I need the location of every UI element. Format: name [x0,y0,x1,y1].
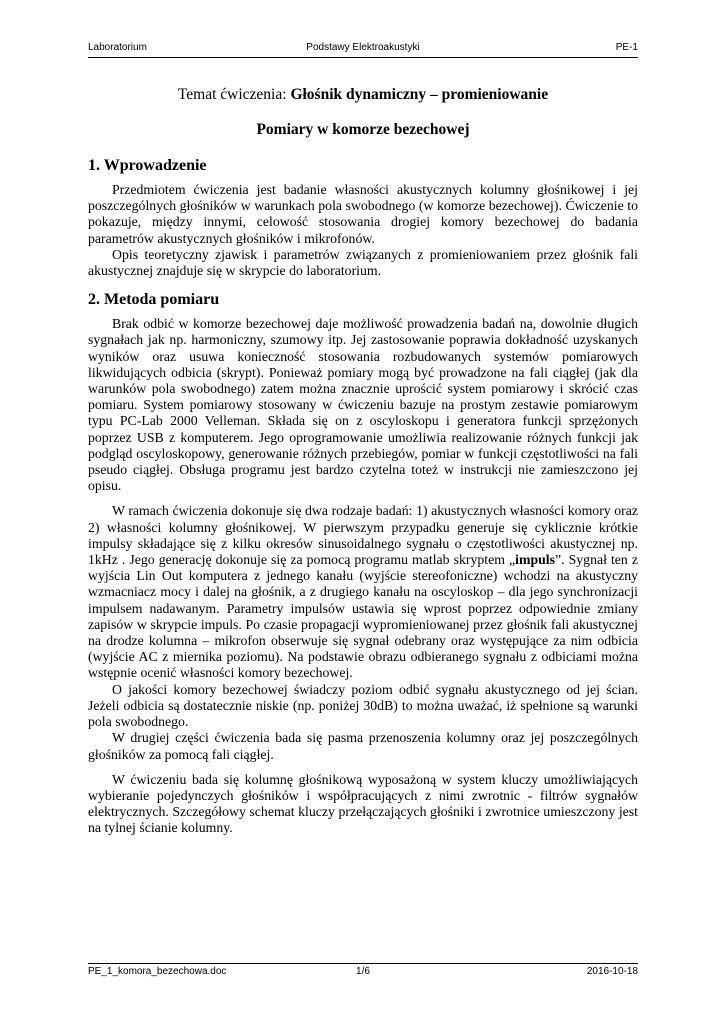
header-divider [88,57,638,58]
section2-heading: 2. Metoda pomiaru [88,291,220,309]
section1-heading: 1. Wprowadzenie [88,157,207,174]
header-left: Laboratorium [88,42,147,53]
footer-divider [88,963,638,964]
page-footer [88,966,638,982]
exercise-subtitle: Pomiary w komorze bezechowej [256,121,470,138]
title-prefix: Temat ćwiczenia: [177,86,291,103]
section2-paragraph [88,503,638,681]
section2-paragraph: W ćwiczeniu bada się kolumnę głośnikową wyposażoną w system kluczy umożliwiających wybieranie pojedynczych głośników i współpracujących z nimi zwrotnic - filtrów sygnałów elektrycznych. Szczegółowy schemat kluczy przełączających głośniki i zwrotnice umieszczony jest na tylnej ścianie kolumny. [88,771,638,836]
section2-paragraph: O jakości komory bezechowej świadczy poziom odbić sygnału akustycznego od jej ścian. Jeżeli odbicia są dostatecznie niskie (np. poniżej 30dB) to można uważać, iż spełnione są warunki pola swobodnego. [88,681,638,730]
page-header [88,40,638,56]
footer-filename: PE_1_komora_bezechowa.doc [88,966,227,977]
section1-paragraph: Opis teoretyczny zjawisk i parametrów związanych z promieniowaniem przez głośnik fali akustycznej znajduje się w skrypcie do laboratorium. [88,246,638,279]
footer-date: 2016-10-18 [586,966,638,977]
section2-paragraph: W drugiej części ćwiczenia bada się pasma przenoszenia kolumny oraz jej poszczególnych głośników za pomocą fali ciągłej. [88,730,638,762]
footer-page-number: 1/6 [356,966,370,977]
paragraph-text: ”. Sygnał ten z wyjścia Lin Out komputera z jednego kanału (wyjście stereofoniczne) wchodzi na akustyczny wzmacniacz mocy i dalej na głośnik, a z drugiego kanału na oscyloskop – dla jego synchronizacji impulsem nadawanym. Parametry impulsów ustawia się wprost poprzez odpowiednie zmiany zapisów w skrypcie impuls. Po czasie propagacji wypromieniowanej przez głośnik fali akustycznej na drodze kolumna – mikrofon obserwuje się sygnał odebrany oraz występujące za nim odbicia (wyjście AC z miernika poziomu). Na podstawie obrazu odbieranego sygnału z odbiciami można wstępnie ocenić własności komory bezechowej. [88,552,638,681]
header-center: Podstawy Elektroakustyki [306,42,420,53]
section2-paragraph: Brak odbić w komorze bezechowej daje możliwość prowadzenia badań na, dowolnie długich sygnałach jak np. harmoniczny, szumowy itp. Jej zastosowanie poprawia dokładność uzyskanych wyników oraz usuwa konieczność stosowania rozbudowanych systemów pomiarowych likwidujących odbicia (skrypt). Ponieważ pomiary mogą być prowadzone na fali ciągłej (jak dla warunków pola swobodnego) zatem można znacznie uprościć system pomiarowy i skrócić czas pomiaru. System pomiarowy stosowany w ćwiczeniu bazuje na prostym zestawie pomiarowym typu PC-Lab 2000 Velleman. Składa się on z oscyloskopu i generatora funkcji sprzężonych poprzez USB z komputerem. Jego oprogramowanie umożliwia realizowanie różnych funkcji jak podgląd oscyloskopowy, generowanie różnych przebiegów, pomiar w funkcji częstotliwości na fali pseudo ciągłej. Obsługa programu jest bardzo czytelna toteż w instrukcji nie zamieszczono jej opisu. [88,316,638,494]
section1-paragraph: Przedmiotem ćwiczenia jest badanie własności akustycznych kolumny głośnikowej i jej poszczególnych głośników w warunkach pola swobodnego (w komorze bezechowej). Ćwiczenie to pokazuje, między innymi, celowość stosowania drogiej komory bezechowej do badania parametrów akustycznych głośników i mikrofonów. [88,182,638,246]
exercise-title [88,86,638,104]
script-name: impuls [515,552,555,568]
document-body [88,86,638,837]
paragraph-text: W ramach ćwiczenia dokonuje się dwa rodzaje badań: 1) akustycznych własności komory oraz 2) własności kolumny głośnikowej. W pierwszym przypadku generuje się cyklicznie krótkie impulsy składające się z kilku okresów sinusoidalnego sygnału o częstotliwości akustycznej np. 1kHz . Jego generację dokonuje się za pomocą programu matlab skryptem „ [88,503,638,568]
title-topic: Głośnik dynamiczny – promieniowanie [290,86,549,103]
header-right: PE-1 [615,42,638,53]
